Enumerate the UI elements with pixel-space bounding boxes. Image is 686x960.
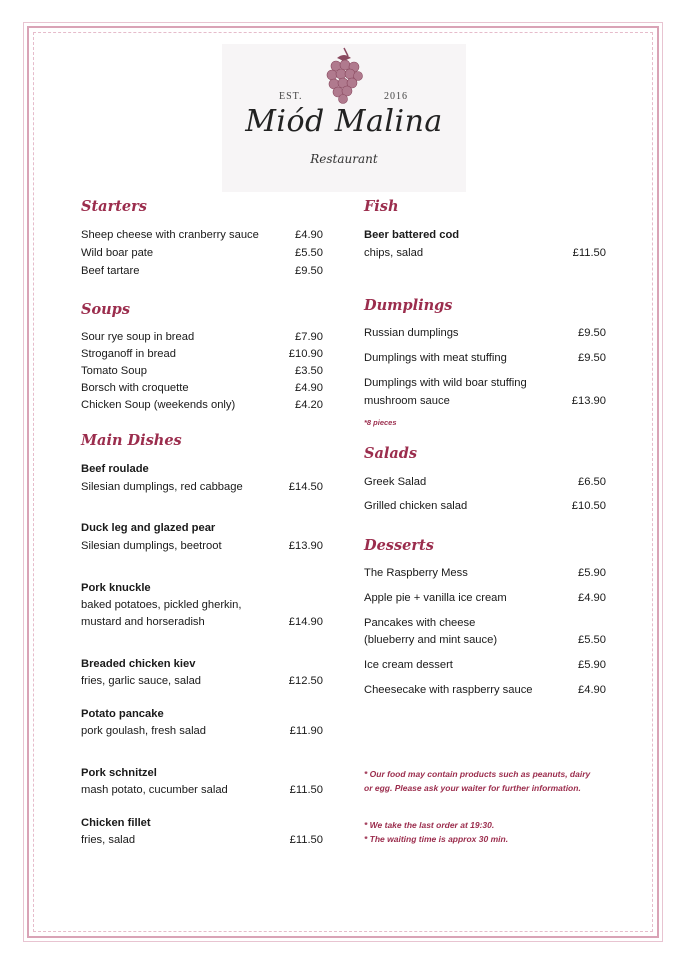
item-price: £3.50 (295, 365, 323, 377)
item-name: Apple pie + vanilla ice cream (364, 592, 507, 604)
item-price: £5.90 (578, 567, 606, 579)
section-title-salads: Salads (364, 445, 418, 462)
item-desc: mustard and horseradish (81, 616, 205, 628)
section-title-soups: Soups (81, 301, 130, 318)
item-price: £6.50 (578, 476, 606, 488)
item-price: £9.50 (578, 352, 606, 364)
logo-subtitle: Restaurant (310, 152, 378, 166)
dumplings-note: *8 pieces (364, 418, 397, 427)
section-title-dumplings: Dumplings (364, 297, 453, 314)
raspberry-icon (319, 46, 369, 104)
item-name: Borsch with croquette (81, 382, 189, 394)
item-price: £13.90 (571, 395, 606, 407)
item-name: Tomato Soup (81, 365, 147, 377)
item-price: £11.50 (289, 784, 323, 796)
item-name: Dumplings with wild boar stuffing (364, 377, 527, 389)
item-desc: Silesian dumplings, beetroot (81, 540, 222, 552)
item-price: £4.90 (578, 684, 606, 696)
item-price: £7.90 (295, 331, 323, 343)
last-order-note: * We take the last order at 19:30. (364, 820, 495, 830)
item-name: Stroganoff in bread (81, 348, 176, 360)
section-title-starters: Starters (81, 198, 147, 215)
item-price: £14.90 (288, 616, 323, 628)
item-name: Pork schnitzel (81, 767, 157, 779)
item-name: Greek Salad (364, 476, 427, 488)
item-price: £10.90 (288, 348, 323, 360)
item-desc: fries, garlic sauce, salad (81, 675, 202, 687)
section-title-desserts: Desserts (364, 537, 434, 554)
item-price: £4.20 (295, 399, 323, 411)
item-name: Potato pancake (81, 708, 164, 720)
item-name: Duck leg and glazed pear (81, 522, 216, 534)
allergy-note-line1: * Our food may contain products such as peanuts, dairy (364, 769, 591, 779)
item-name: Wild boar pate (81, 247, 154, 259)
item-name: Beer battered cod (364, 229, 460, 241)
item-price: £4.90 (295, 229, 323, 241)
item-price: £5.50 (295, 247, 323, 259)
item-name: The Raspberry Mess (364, 567, 468, 579)
item-name: Chicken fillet (81, 817, 151, 829)
item-desc: (blueberry and mint sauce) (364, 634, 498, 646)
item-price: £12.50 (288, 675, 323, 687)
item-desc: chips, salad (364, 247, 424, 259)
item-price: £11.90 (289, 725, 323, 737)
item-desc: pork goulash, fresh salad (81, 725, 207, 737)
item-price: £13.90 (288, 540, 323, 552)
item-name: Sour rye soup in bread (81, 331, 195, 343)
item-price: £4.90 (578, 592, 606, 604)
waiting-time-note: * The waiting time is approx 30 min. (364, 834, 509, 844)
item-desc: mushroom sauce (364, 395, 450, 407)
item-price: £11.50 (572, 247, 606, 259)
section-title-fish: Fish (364, 198, 399, 215)
item-price: £11.50 (289, 834, 323, 846)
item-name: Breaded chicken kiev (81, 658, 196, 670)
item-name: Pork knuckle (81, 582, 151, 594)
item-price: £5.90 (578, 659, 606, 671)
item-name: Dumplings with meat stuffing (364, 352, 507, 364)
item-name: Sheep cheese with cranberry sauce (81, 229, 259, 241)
item-price: £5.50 (578, 634, 606, 646)
item-name: Russian dumplings (364, 327, 459, 339)
item-name: Beef tartare (81, 265, 140, 277)
item-price: £14.50 (288, 481, 323, 493)
logo-year-label: 2016 (384, 91, 408, 102)
item-desc: mash potato, cucumber salad (81, 784, 228, 796)
item-desc: fries, salad (81, 834, 136, 846)
item-name: Cheesecake with raspberry sauce (364, 684, 533, 696)
item-desc: Silesian dumplings, red cabbage (81, 481, 243, 493)
item-price: £9.50 (295, 265, 323, 277)
item-price: £10.50 (571, 500, 606, 512)
section-title-main-dishes: Main Dishes (81, 432, 182, 449)
restaurant-logo (222, 44, 466, 192)
item-name: Pancakes with cheese (364, 617, 476, 629)
item-name: Ice cream dessert (364, 659, 453, 671)
logo-name: Miód Malina (245, 104, 443, 139)
item-name: Grilled chicken salad (364, 500, 468, 512)
item-name: Beef roulade (81, 463, 149, 475)
allergy-note-line2: or egg. Please ask your waiter for further information. (364, 783, 581, 793)
item-price: £4.90 (295, 382, 323, 394)
logo-est-label: EST. (279, 91, 303, 102)
item-desc: baked potatoes, pickled gherkin, (81, 599, 242, 611)
item-price: £9.50 (578, 327, 606, 339)
item-name: Chicken Soup (weekends only) (81, 399, 236, 411)
